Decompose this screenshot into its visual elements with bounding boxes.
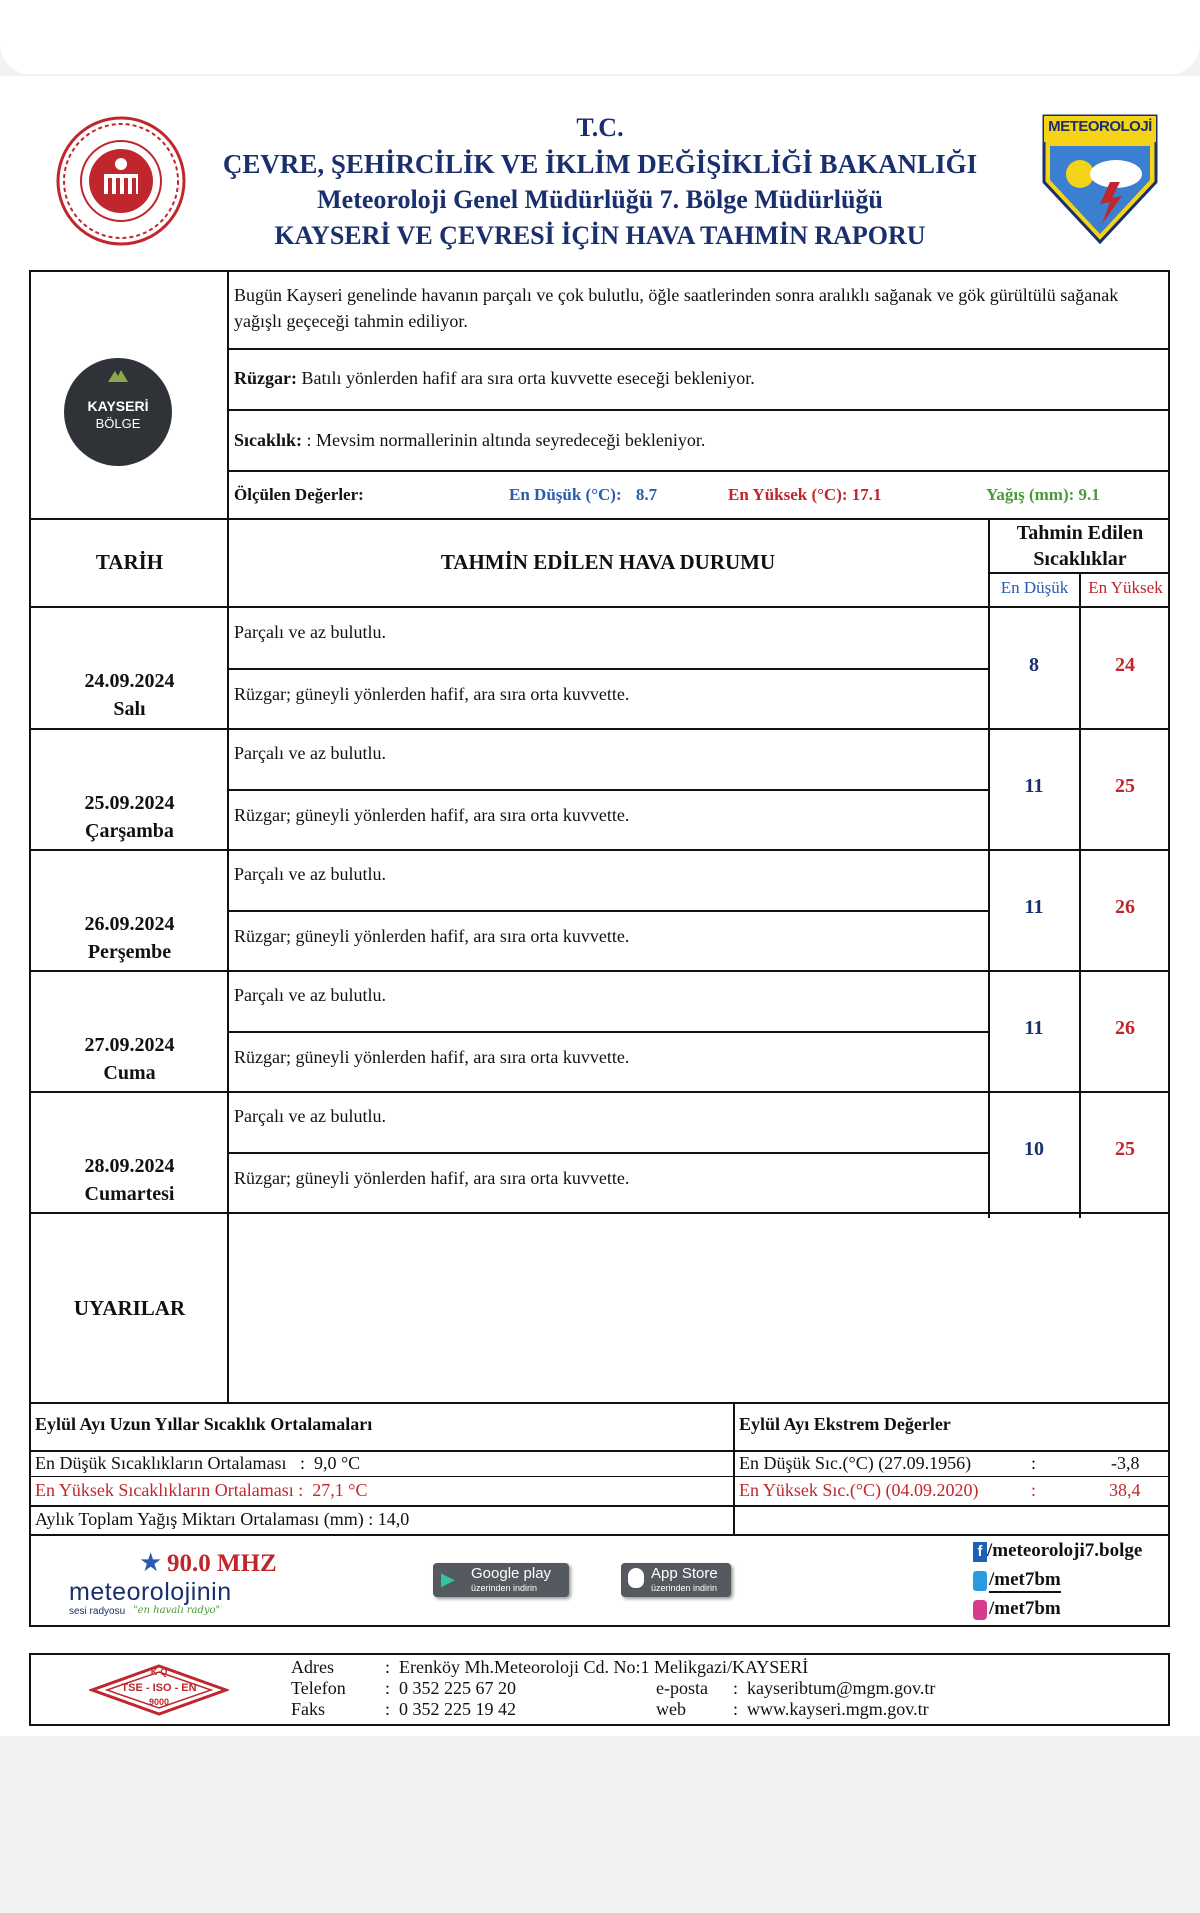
report-sheet [0, 76, 1200, 1736]
phone-label: Telefon [291, 1678, 346, 1698]
climate-ext-max-label: En Yüksek Sıc.(°C) (04.09.2020) [739, 1480, 979, 1500]
row1-date: 24.09.2024 [84, 670, 175, 692]
climate-ext-min-value: -3,8 [1111, 1453, 1140, 1473]
row4-min: 11 [1024, 1017, 1044, 1039]
measured-rain: Yağış (mm): 9.1 [986, 485, 1100, 504]
col-header-temps [990, 520, 1170, 572]
row3-wind: Rüzgar; güneyli yönlerden hafif, ara sıra orta kuvvette. [234, 926, 630, 946]
facebook-link[interactable] [973, 1538, 1169, 1567]
row4-date-cell [31, 1031, 228, 1087]
header-line1: T.C. [576, 113, 624, 142]
col-header-forecast: TAHMİN EDİLEN HAVA DURUMU [440, 550, 776, 574]
row4-sky: Parçalı ve az bulutlu. [234, 985, 386, 1005]
google-play-icon: ▶ [441, 1569, 455, 1590]
row5-date-cell [31, 1152, 228, 1208]
google-play-line2: üzerinden indirin [471, 1583, 538, 1593]
summary-general: Bugün Kayseri genelinde havanın parçalı ve çok bulutlu, öğle saatlerinden sonra aralıklı sağanak ve gök gürültülü sağanak yağışlı geçeceği tahmin ediliyor. [234, 285, 1119, 331]
wind-label: Rüzgar: [234, 368, 297, 388]
row3-min: 11 [1024, 896, 1044, 918]
climate-avg-rain: Aylık Toplam Yağış Miktarı Ortalaması (mm) : 14,0 [35, 1509, 410, 1529]
row4-date: 27.09.2024 [84, 1034, 175, 1056]
header-directorate: Meteoroloji Genel Müdürlüğü 7. Bölge Müdürlüğü [317, 185, 883, 214]
row2-date-cell [31, 789, 228, 845]
row1-wind: Rüzgar; güneyli yönlerden hafif, ara sıra orta kuvvette. [234, 684, 630, 704]
address-label: Adres [291, 1657, 334, 1677]
web-label: web [656, 1699, 686, 1719]
wind-text: Batılı yönlerden hafif ara sıra orta kuvvette eseceği bekleniyor. [301, 368, 755, 388]
app-store-line2: üzerinden indirin [651, 1583, 718, 1593]
header-report-title: KAYSERİ VE ÇEVRESİ İÇİN HAVA TAHMİN RAPORU [274, 221, 926, 250]
region-badge [64, 358, 172, 466]
summary-wind [234, 365, 1164, 391]
warnings-label: UYARILAR [73, 1296, 186, 1320]
measured-min-label: En Düşük (°C): [509, 485, 622, 504]
row2-wind: Rüzgar; güneyli yönlerden hafif, ara sıra orta kuvvette. [234, 805, 630, 825]
apple-icon [628, 1568, 644, 1588]
col-header-min: En Düşük [1000, 578, 1069, 597]
google-play-line1: Google play [471, 1565, 552, 1582]
col-header-max: En Yüksek [1088, 578, 1163, 597]
app-store-line1: App Store [651, 1565, 718, 1582]
radio-logo [69, 1548, 289, 1618]
facebook-icon: f [973, 1542, 987, 1562]
row3-date-cell [31, 910, 228, 966]
header-ministry: ÇEVRE, ŞEHİRCİLİK VE İKLİM DEĞİŞİKLİĞİ BAKANLIĞI [222, 149, 978, 179]
ministry-seal-icon [46, 116, 196, 246]
top-card [0, 0, 1200, 74]
radio-star-icon: ★ [139, 1548, 163, 1578]
badge-mountain-icon [108, 368, 128, 382]
row2-sky: Parçalı ve az bulutlu. [234, 743, 386, 763]
row5-sky: Parçalı ve az bulutlu. [234, 1106, 386, 1126]
climate-avg-max: En Yüksek Sıcaklıkların Ortalaması : 27,1 °C [35, 1480, 368, 1500]
badge-line1: KAYSERİ [87, 398, 149, 414]
row1-max: 24 [1115, 654, 1135, 676]
climate-avg-min: En Düşük Sıcaklıkların Ortalaması : 9,0 °C [35, 1453, 361, 1473]
row5-max: 25 [1115, 1138, 1135, 1160]
social-links [973, 1538, 1169, 1625]
row4-wind: Rüzgar; güneyli yönlerden hafif, ara sıra orta kuvvette. [234, 1047, 630, 1067]
fax-label: Faks [291, 1699, 326, 1719]
col-header-date: TARİH [95, 550, 164, 574]
col-header-temps-line1: Tahmin Edilen [1016, 522, 1144, 544]
measured-min-value: 8.7 [635, 485, 658, 504]
meteoroloji-logo-text: METEOROLOJİ [1048, 118, 1152, 135]
google-play-button[interactable] [433, 1563, 569, 1597]
row5-date: 28.09.2024 [84, 1155, 175, 1177]
col-header-temps-line2: Sıcaklıklar [1033, 548, 1127, 570]
climate-ext-max-colon: : [1031, 1480, 1037, 1500]
app-store-button[interactable] [621, 1563, 731, 1597]
report-header [190, 110, 1010, 254]
contact-footer [29, 1653, 1170, 1726]
facebook-handle: /meteoroloji7.bolge [987, 1540, 1143, 1561]
climate-avg-title: Eylül Ayı Uzun Yıllar Sıcaklık Ortalamaları [35, 1414, 373, 1434]
row3-date: 26.09.2024 [84, 913, 175, 935]
measured-label: Ölçülen Değerler: [234, 485, 364, 504]
climate-ext-title: Eylül Ayı Ekstrem Değerler [739, 1414, 951, 1434]
email-value[interactable]: : kayseribtum@mgm.gov.tr [733, 1678, 936, 1698]
twitter-link[interactable] [973, 1567, 1169, 1596]
row4-day: Cuma [103, 1062, 156, 1084]
temp-text: : Mevsim normallerinin altında seyredeceği bekleniyor. [306, 430, 706, 450]
cert-line3: 9000 [148, 1697, 170, 1707]
fax-value: : 0 352 225 19 42 [385, 1699, 517, 1719]
climate-ext-min-label: En Düşük Sıc.(°C) (27.09.1956) [739, 1453, 972, 1473]
row1-day: Salı [113, 698, 146, 720]
badge-line2: BÖLGE [95, 416, 141, 431]
row3-day: Perşembe [87, 941, 172, 963]
row2-day: Çarşamba [85, 820, 174, 842]
row1-date-cell [31, 667, 228, 723]
row5-min: 10 [1024, 1138, 1044, 1160]
radio-brand: meteorolojinin [69, 1578, 232, 1606]
radio-frequency: 90.0 MHZ [167, 1550, 277, 1577]
radio-tagline: sesi radyosu [69, 1606, 126, 1617]
phone-value: : 0 352 225 67 20 [385, 1678, 517, 1698]
row4-max: 26 [1115, 1017, 1135, 1039]
row1-min: 8 [1029, 654, 1039, 676]
forecast-grid [29, 270, 1170, 1627]
address-value: : Erenköy Mh.Meteoroloji Cd. No:1 Melikgazi/KAYSERİ [385, 1657, 809, 1677]
meteoroloji-logo [1040, 112, 1160, 246]
twitter-handle: /met7bm [989, 1569, 1061, 1593]
climate-ext-max-value: 38,4 [1109, 1480, 1141, 1500]
row5-day: Cumartesi [84, 1183, 175, 1205]
row2-min: 11 [1024, 775, 1044, 797]
measured-min [509, 482, 657, 508]
radio-slogan: "en havalı radyo" [133, 1605, 221, 1616]
row2-max: 25 [1115, 775, 1135, 797]
email-label: e-posta [656, 1678, 708, 1698]
twitter-icon [973, 1571, 987, 1591]
instagram-handle: /met7bm [989, 1598, 1061, 1619]
row2-date: 25.09.2024 [84, 792, 175, 814]
row5-wind: Rüzgar; güneyli yönlerden hafif, ara sıra orta kuvvette. [234, 1168, 630, 1188]
climate-ext-min-colon: : [1031, 1453, 1037, 1473]
instagram-link[interactable] [973, 1596, 1169, 1625]
row3-max: 26 [1115, 896, 1135, 918]
web-value[interactable]: : www.kayseri.mgm.gov.tr [733, 1699, 929, 1719]
cert-line2: TSE - ISO - EN [121, 1682, 197, 1694]
row3-sky: Parçalı ve az bulutlu. [234, 864, 386, 884]
row1-sky: Parçalı ve az bulutlu. [234, 622, 386, 642]
summary-temperature [234, 427, 1164, 453]
temp-label: Sıcaklık: [234, 430, 303, 450]
instagram-icon [973, 1600, 987, 1620]
cert-line1: K-Q [150, 1667, 168, 1677]
measured-max: En Yüksek (°C): 17.1 [728, 485, 882, 504]
